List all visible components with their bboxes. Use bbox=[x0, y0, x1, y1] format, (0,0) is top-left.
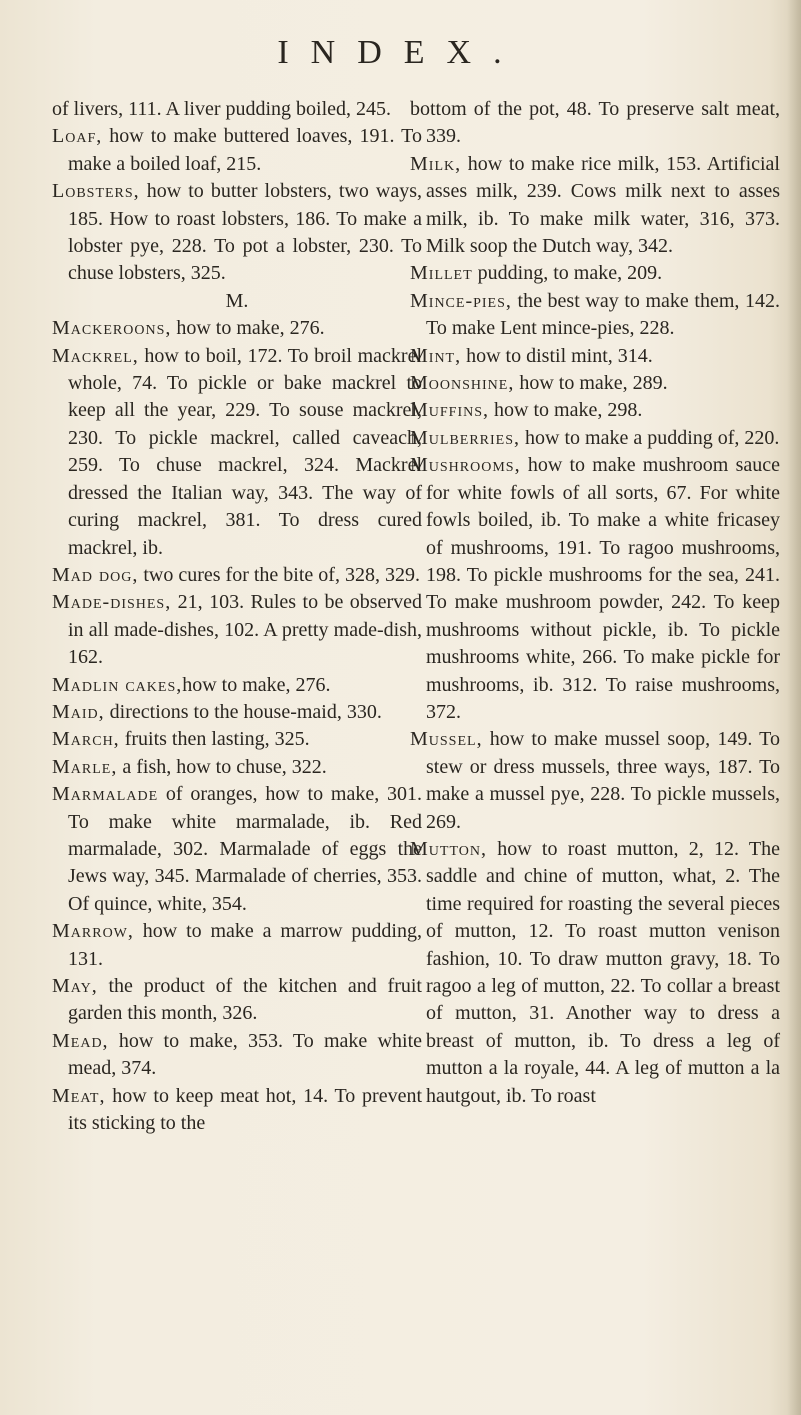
entry-headword: Mulberries, bbox=[410, 426, 521, 449]
entry-text: how to make, 289. bbox=[514, 372, 668, 395]
entry-headword: Mussel, bbox=[410, 728, 483, 751]
section-letter: M. bbox=[225, 289, 249, 312]
entry-text: a fish, how to chuse, 322. bbox=[117, 755, 327, 778]
index-entry bbox=[52, 589, 422, 671]
index-entry bbox=[52, 754, 422, 781]
entry-headword: Mad dog, bbox=[52, 563, 139, 586]
entry-text: how to make rice milk, 153. Artificial asses milk, 239. Cows milk next to asses milk, ib. To make milk water, 316, 373. Milk soop the Dutch way, 342. bbox=[426, 152, 780, 258]
entry-text: how to boil, 172. To broil mackrel whole, 74. To pickle or bake mackrel to keep all the year, 229. To souse mackrel, 230. To pickle mackrel, called caveach, 259. To chuse mackrel, 324. Mackrel dressed the Italian way, 343. The way of curing mackrel, 381. To dress cured mackrel, ib. bbox=[68, 344, 422, 559]
entry-text: the best way to make them, 142. To make Lent mince-pies, 228. bbox=[426, 289, 780, 340]
entry-headword: Madlin cakes, bbox=[52, 673, 183, 696]
right-column bbox=[410, 96, 780, 1110]
index-entry bbox=[52, 1028, 422, 1083]
left-column bbox=[52, 96, 422, 1137]
entry-text: how to make buttered loaves, 191. To make a boiled loaf, 215. bbox=[68, 125, 422, 175]
entry-text: how to make a marrow pudding, 131. bbox=[68, 920, 422, 970]
index-entry bbox=[410, 260, 780, 287]
entry-text: directions to the house-maid, 330. bbox=[104, 700, 382, 723]
entry-text: how to make, 276. bbox=[182, 673, 331, 696]
index-entry bbox=[52, 562, 422, 589]
index-entry bbox=[52, 96, 422, 123]
index-entry bbox=[52, 918, 422, 973]
entry-headword: Maid, bbox=[52, 700, 105, 723]
entry-headword: Meat, bbox=[52, 1084, 106, 1107]
index-entry bbox=[410, 288, 780, 343]
index-entry bbox=[410, 370, 780, 397]
entry-text: how to distil mint, 314. bbox=[461, 344, 653, 367]
index-entry bbox=[52, 1083, 422, 1138]
index-entry bbox=[52, 178, 422, 288]
entry-headword: Mead, bbox=[52, 1029, 109, 1052]
entry-headword: Mushrooms, bbox=[410, 454, 521, 477]
entry-headword: Loaf, bbox=[52, 125, 103, 148]
entry-text: how to butter lobsters, two ways, 185. How to roast lobsters, 186. To make a lobster pye, 228. To pot a lobster, 230. To chuse lobsters, 325. bbox=[68, 180, 422, 285]
index-entry bbox=[52, 781, 422, 918]
entry-headword: Moonshine, bbox=[410, 372, 515, 395]
index-entry bbox=[410, 836, 780, 1110]
entry-text: how to make a pudding of, 220. bbox=[520, 426, 780, 449]
entry-headword: Marrow, bbox=[52, 920, 134, 943]
entry-headword: Mackeroons, bbox=[52, 317, 172, 340]
entry-headword: May, bbox=[52, 975, 98, 997]
entry-headword: Mince-pies, bbox=[410, 289, 512, 312]
entry-text: how to make mushroom sauce for white fowls of all sorts, 67. For white fowls boiled, ib. To make a white fricasey of mushrooms, 191. To ragoo mushrooms, 198. To pickle mushrooms for the sea, 241. To make mushroom powder, 242. To keep mushrooms without pickle, ib. To pickle mushrooms white, 266. To make pickle for mushrooms, ib. 312. To raise mushrooms, 372. bbox=[426, 454, 780, 723]
entry-headword: Made-dishes, bbox=[52, 591, 172, 614]
index-entry bbox=[52, 123, 422, 178]
entry-text: how to make, 353. To make white mead, 374. bbox=[68, 1029, 422, 1080]
entry-text: how to make, 276. bbox=[171, 317, 325, 340]
index-entry bbox=[52, 672, 422, 699]
entry-headword: Marle, bbox=[52, 755, 118, 778]
index-entry bbox=[52, 315, 422, 342]
index-entry bbox=[410, 397, 780, 424]
index-entry bbox=[410, 151, 780, 261]
entry-text: bottom of the pot, 48. To preserve salt meat, 339. bbox=[410, 98, 780, 148]
entry-headword: Millet bbox=[410, 262, 473, 285]
entry-text: 21, 103. Rules to be observed in all made-dishes, 102. A pretty made-dish, 162. bbox=[68, 591, 422, 669]
index-entry bbox=[410, 96, 780, 151]
index-entry bbox=[52, 699, 422, 726]
entry-headword: Milk, bbox=[410, 152, 462, 175]
entry-text: how to keep meat hot, 14. To prevent its sticking to the bbox=[68, 1084, 422, 1135]
entry-text: how to roast mutton, 2, 12. The saddle and chine of mutton, what, 2. The time required for roasting the several pieces of mutton, 12. To roast mutton venison fashion, 10. To draw mutton gravy, 18. To ragoo a leg of mutton, 22. To collar a breast of mutton, 31. Another way to dress a breast of mutton, ib. To dress a leg of mutton a la royale, 44. A leg of mutton a la hautgout, ib. To roast bbox=[426, 837, 780, 1107]
entry-headword: Lobsters, bbox=[52, 180, 140, 203]
index-entry bbox=[52, 726, 422, 753]
entry-headword: Mint, bbox=[410, 344, 462, 367]
page-edge-shadow bbox=[787, 0, 801, 1415]
entry-text: of oranges, how to make, 301. To make white marmalade, ib. Red marmalade, 302. Marmalade of eggs the Jews way, 345. Marmalade of cherries, 353. Of quince, white, 354. bbox=[68, 783, 422, 915]
index-entry bbox=[52, 343, 422, 562]
entry-text: pudding, to make, 209. bbox=[472, 262, 663, 285]
entry-text: of livers, 111. A liver pudding boiled, 245. bbox=[52, 98, 392, 120]
entry-headword: Marmalade bbox=[52, 783, 159, 806]
index-entry bbox=[52, 973, 422, 1028]
entry-text: how to make mussel soop, 149. To stew or dress mussels, three ways, 187. To make a mussel pye, 228. To pickle mussels, 269. bbox=[426, 728, 780, 833]
entry-text: fruits then lasting, 325. bbox=[119, 728, 310, 751]
entry-headword: Muffins, bbox=[410, 399, 490, 422]
entry-text: two cures for the bite of, 328, 329. bbox=[138, 563, 420, 586]
entry-headword: Mackrel, bbox=[52, 344, 139, 367]
index-entry bbox=[410, 343, 780, 370]
index-entry bbox=[410, 452, 780, 726]
entry-headword: March, bbox=[52, 728, 120, 751]
entry-headword: Mutton, bbox=[410, 837, 487, 860]
index-entry bbox=[410, 425, 780, 452]
entry-text: the product of the kitchen and fruit garden this month, 326. bbox=[68, 975, 422, 1025]
index-entry bbox=[410, 726, 780, 836]
entry-text: how to make, 298. bbox=[489, 399, 643, 422]
page-header: INDEX. bbox=[277, 34, 524, 71]
